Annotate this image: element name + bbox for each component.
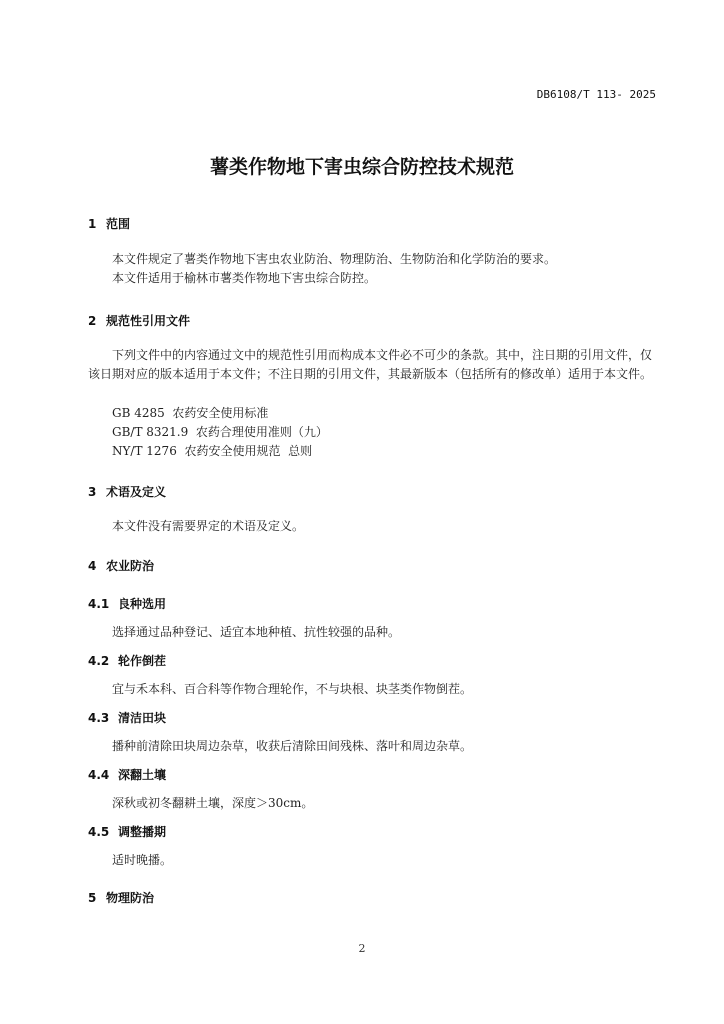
page-number: 2 — [358, 942, 366, 955]
subsection-title: 深翻土壤 — [118, 768, 167, 782]
reference-item: GB 4285 农药安全使用标准 — [112, 406, 269, 420]
section-number: 3 — [88, 485, 97, 499]
section-1-heading — [88, 215, 130, 232]
section-title: 物理防治 — [106, 891, 155, 905]
reference-item: GB/T 8321.9 农药合理使用准则（九） — [112, 425, 328, 439]
subsection-4-5-heading — [88, 823, 166, 840]
subsection-title: 轮作倒茬 — [118, 654, 167, 668]
subsection-number: 4.5 — [88, 825, 110, 839]
section-number: 5 — [88, 891, 97, 905]
subsection-4-3-text: 播种前清除田块周边杂草，收获后清除田间残株、落叶和周边杂草。 — [112, 739, 473, 753]
document-title: 薯类作物地下害虫综合防控技术规范 — [209, 156, 514, 178]
subsection-number: 4.3 — [88, 711, 110, 725]
subsection-title: 调整播期 — [118, 825, 167, 839]
normative-references-intro: 下列文件中的内容通过文中的规范性引用而构成本文件必不可少的条款。其中，注日期的引用文件，仅该日期对应的版本适用于本文件；不注日期的引用文件，其最新版本（包括所有的修改单）适用于本文件。 — [88, 348, 653, 381]
subsection-4-4-text: 深秋或初冬翻耕土壤，深度＞30cm。 — [112, 796, 314, 810]
section-title: 农业防治 — [106, 559, 155, 573]
standard-code: DB6108/T 113- 2025 — [536, 88, 656, 101]
scope-paragraph-1: 本文件规定了薯类作物地下害虫农业防治、物理防治、生物防治和化学防治的要求。 — [112, 252, 557, 266]
subsection-title: 清洁田块 — [118, 711, 167, 725]
section-number: 4 — [88, 559, 97, 573]
section-title: 范围 — [106, 217, 131, 231]
subsection-4-2-heading — [88, 652, 166, 669]
subsection-number: 4.1 — [88, 597, 110, 611]
terms-paragraph: 本文件没有需要界定的术语及定义。 — [112, 519, 305, 533]
subsection-title: 良种选用 — [118, 597, 167, 611]
subsection-4-5-text: 适时晚播。 — [112, 853, 173, 867]
section-number: 2 — [88, 314, 97, 328]
subsection-4-1-text: 选择通过品种登记、适宜本地种植、抗性较强的品种。 — [112, 625, 401, 639]
section-title: 术语及定义 — [106, 485, 167, 499]
subsection-number: 4.2 — [88, 654, 110, 668]
subsection-4-3-heading — [88, 709, 166, 726]
subsection-4-2-text: 宜与禾本科、百合科等作物合理轮作，不与块根、块茎类作物倒茬。 — [112, 682, 473, 696]
section-title: 规范性引用文件 — [106, 314, 191, 328]
section-4-heading — [88, 557, 154, 574]
section-5-heading — [88, 889, 154, 906]
section-3-heading — [88, 483, 166, 500]
section-number: 1 — [88, 217, 97, 231]
subsection-4-4-heading — [88, 766, 166, 783]
section-2-heading — [88, 312, 190, 329]
subsection-number: 4.4 — [88, 768, 110, 782]
scope-paragraph-2: 本文件适用于榆林市薯类作物地下害虫综合防控。 — [112, 271, 377, 285]
subsection-4-1-heading — [88, 595, 166, 612]
reference-item: NY/T 1276 农药安全使用规范 总则 — [112, 444, 313, 458]
